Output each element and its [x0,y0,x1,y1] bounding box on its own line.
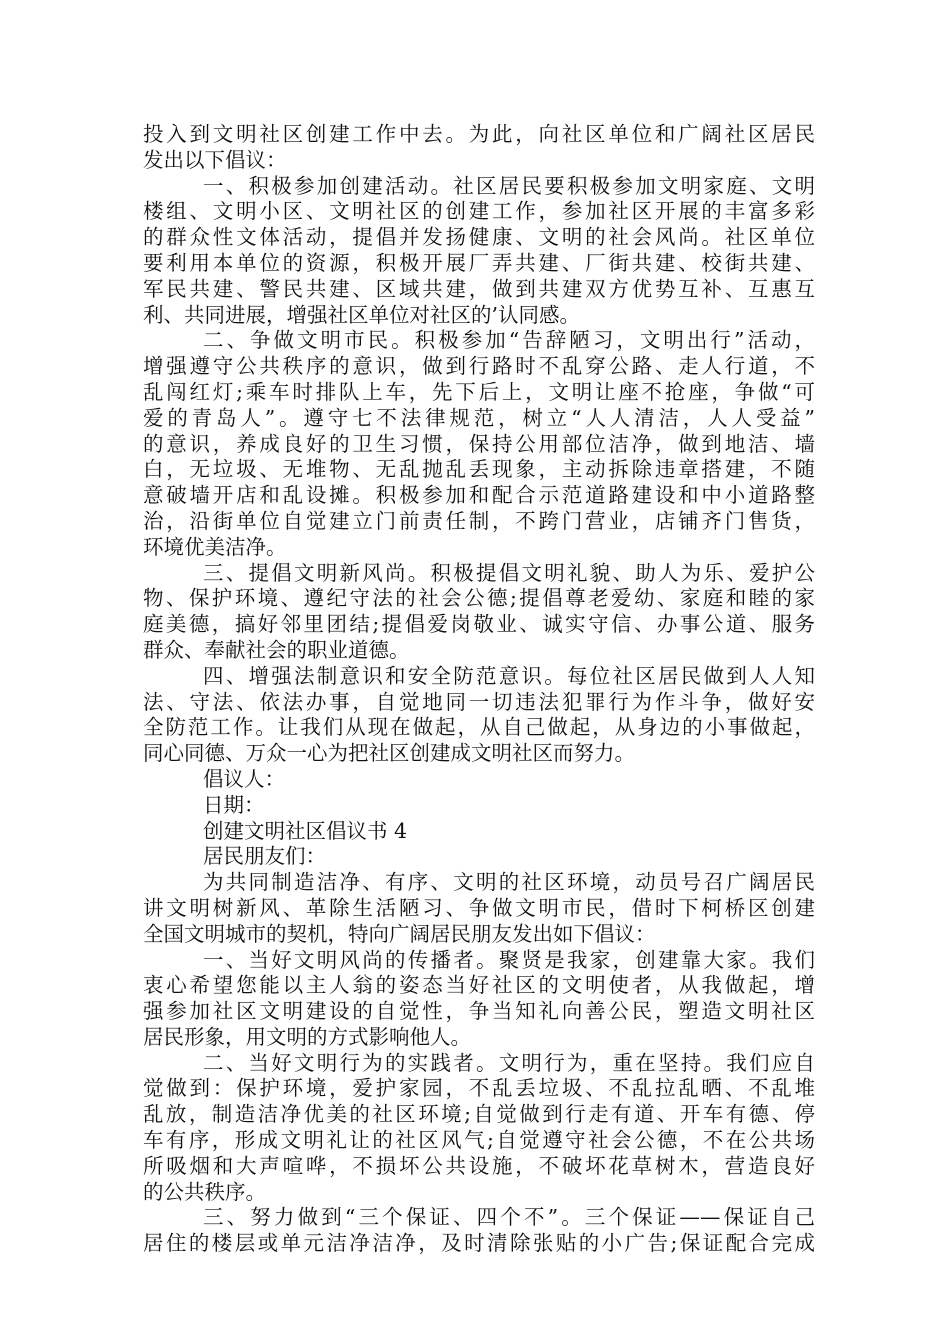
text-line: 居民朋友们： [203,844,326,869]
text-line: 发出以下倡议： [143,147,287,172]
text-line: 三、提倡文明新风尚。积极提倡文明礼貌、助人为乐、爱护公 [203,560,815,585]
text-line: 所吸烟和大声喧哗，不损坏公共设施，不破坏花草树木，营造良好 [143,1153,815,1178]
text-line: 的群众性文体活动，提倡并发扬健康、文明的社会风尚。社区单位 [143,225,815,250]
text-line: 乱闯红灯;乘车时排队上车，先下后上，文明让座不抢座，争做“可 [143,379,815,404]
text-line: 群众、奉献社会的职业道德。 [143,637,410,662]
text-line: 一、积极参加创建活动。社区居民要积极参加文明家庭、文明 [203,173,815,198]
text-line: 一、当好文明风尚的传播者。聚贤是我家，创建靠大家。我们 [203,947,815,972]
text-line: 要利用本单位的资源，积极开展厂弄共建、厂街共建、校街共建、 [143,250,815,275]
text-line: 投入到文明社区创建工作中去。为此，向社区单位和广阔社区居民 [143,122,815,146]
text-line: 为共同制造洁净、有序、文明的社区环境，动员号召广阔居民 [203,870,815,895]
text-line: 治，沿街单位自觉建立门前责任制，不跨门营业，店铺齐门售货， [143,508,815,533]
text-line: 爱的青岛人”。遵守七不法律规范，树立“人人清洁，人人受益” [143,405,815,430]
text-line: 全防范工作。让我们从现在做起，从自己做起，从身边的小事做起， [143,715,815,740]
text-line: 觉做到：保护环境，爱护家园，不乱丢垃圾、不乱拉乱晒、不乱堆 [143,1076,815,1101]
text-line: 四、增强法制意识和安全防范意识。每位社区居民做到人人知 [203,663,815,688]
text-line: 物、保护环境、遵纪守法的社会公德;提倡尊老爱幼、家庭和睦的家 [143,586,815,611]
text-line: 车有序，形成文明礼让的社区风气;自觉遵守社会公德，不在公共场 [143,1128,815,1153]
text-line: 法、守法、依法办事，自觉地同一切违法犯罪行为作斗争，做好安 [143,689,815,714]
text-line: 创建文明社区倡议书 4 [203,818,408,843]
text-line: 日期： [203,792,265,817]
text-line: 环境优美洁净。 [143,534,287,559]
text-line: 的公共秩序。 [143,1179,266,1204]
text-line: 全国文明城市的契机，特向广阔居民朋友发出如下倡议： [143,921,656,946]
text-line: 居住的楼层或单元洁净洁净，及时清除张贴的小广告;保证配合完成 [143,1231,815,1256]
document-page [143,122,815,1257]
text-line: 的意识，养成良好的卫生习惯，保持公用部位洁净，做到地洁、墙 [143,431,815,456]
text-line: 白，无垃圾、无堆物、无乱抛乱丢现象，主动拆除违章搭建，不随 [143,457,815,482]
text-line: 军民共建、警民共建、区域共建，做到共建双方优势互补、互惠互 [143,276,815,301]
text-line: 强参加社区文明建设的自觉性，争当知礼向善公民，塑造文明社区 [143,999,815,1024]
text-line: 衷心希望您能以主人翁的姿态当好社区的文明使者，从我做起，增 [143,973,815,998]
text-line: 庭美德，搞好邻里团结;提倡爱岗敬业、诚实守信、办事公道、服务 [143,612,815,637]
text-line: 意破墙开店和乱设摊。积极参加和配合示范道路建设和中小道路整 [143,483,815,508]
text-line: 二、争做文明市民。积极参加“告辞陋习，文明出行”活动， [203,328,815,353]
text-line: 增强遵守公共秩序的意识，做到行路时不乱穿公路、走人行道，不 [143,354,815,379]
text-line: 利、共同进展，增强社区单位对社区的’认同感。 [143,302,581,327]
text-line: 乱放，制造洁净优美的社区环境;自觉做到行走有道、开车有德、停 [143,1102,815,1127]
text-line: 二、当好文明行为的实践者。文明行为，重在坚持。我们应自 [203,1050,815,1075]
text-line: 讲文明树新风、革除生活陋习、争做文明市民，借时下柯桥区创建 [143,895,815,920]
text-line: 楼组、文明小区、文明社区的创建工作，参加社区开展的丰富多彩 [143,199,815,224]
text-line: 倡议人： [203,766,285,791]
text-line: 居民形象，用文明的方式影响他人。 [143,1024,471,1049]
text-line: 同心同德、万众一心为把社区创建成文明社区而努力。 [143,741,635,766]
text-line: 三、努力做到“三个保证、四个不”。三个保证——保证自己 [203,1205,815,1230]
